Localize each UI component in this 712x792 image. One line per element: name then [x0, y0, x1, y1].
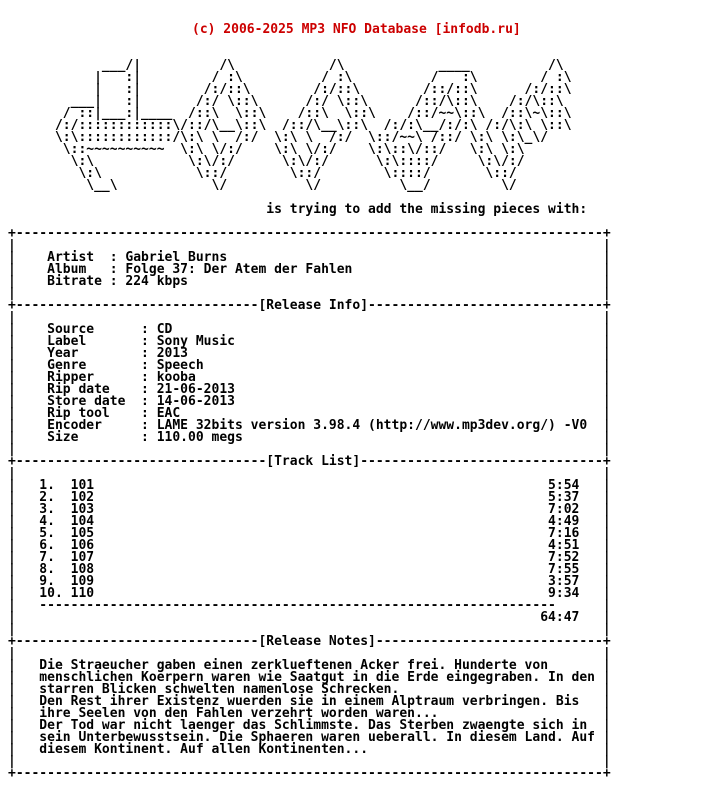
nfo-line: +---------------------------------------------------------------------------+ [8, 766, 611, 781]
nfo-line: | Encoder : LAME 32bits version 3.98.4 (http://www.mp3dev.org/) -V0 | [8, 418, 611, 433]
nfo-line: | Bitrate : 224 kbps | [8, 274, 611, 289]
nfo-line: | Genre : Speech | [8, 358, 611, 373]
nfo-line: \__\ \/ \/ \__/ \/ [8, 178, 517, 193]
nfo-text-body [8, 60, 611, 780]
nfo-line: | | [8, 286, 611, 301]
nfo-line: | Source : CD | [8, 322, 611, 337]
nfo-line: | Der Tod war nicht laenger das Schlimmste. Das Sterben zwaengte sich in | [8, 718, 611, 733]
nfo-line: | :| / :\ / :\ / :\ / :\ [8, 70, 572, 85]
nfo-line: | ------------------------------------------------------------------ | [8, 598, 611, 613]
nfo-line: | 5. 105 7:16 | [8, 526, 611, 541]
nfo-document [8, 0, 611, 792]
nfo-line: | Rip date : 21-06-2013 | [8, 382, 611, 397]
nfo-line: | | [8, 442, 611, 457]
nfo-line: | diesem Kontinent. Auf allen Kontinenten... | [8, 742, 611, 757]
nfo-line: | ihre Seelen von den Fahlen verzehrt worden waren... | [8, 706, 611, 721]
nfo-line: +-------------------------------[Release Info]------------------------------+ [8, 298, 611, 313]
nfo-line: \:\::::::::::::/\:\ \ /:/ \:\ \ /:/ \::/~~\ /::/ \:\ \:\_\/ [8, 130, 549, 145]
nfo-line: | | [8, 466, 611, 481]
nfo-line: | | [8, 754, 611, 769]
nfo-line: | 64:47 | [8, 610, 611, 625]
nfo-line: | 1. 101 5:54 | [8, 478, 611, 493]
nfo-line: is trying to add the missing pieces with: [8, 202, 588, 217]
nfo-line: / ::|___:|____ /::\ \::\ /::\ \::\ /::/~~\::\ /::\~\::\ [8, 106, 572, 121]
nfo-line: | Store date : 14-06-2013 | [8, 394, 611, 409]
nfo-line: | sein Unterbewusstsein. Die Sphaeren waren ueberall. In diesem Land. Auf | [8, 730, 611, 745]
nfo-line: | Die Straeucher gaben einen zerklueftenen Acker frei. Hunderte von | [8, 658, 611, 673]
copyright-notice: (c) 2006-2025 MP3 NFO Database [infodb.ru] [192, 22, 521, 37]
nfo-line: | Album : Folge 37: Der Atem der Fahlen | [8, 262, 611, 277]
nfo-line: | :| /:/::\ /:/::\ /::/::\ /:/::\ [8, 82, 572, 97]
nfo-line: | 10. 110 9:34 | [8, 586, 611, 601]
nfo-line: +-------------------------------[Release Notes]-----------------------------+ [8, 634, 611, 649]
nfo-line: +---------------------------------------------------------------------------+ [8, 226, 611, 241]
nfo-line: | 3. 103 7:02 | [8, 502, 611, 517]
nfo-line: ___| :| /:/ \::\ /:/ \::\ /::/\::\ /:/\::\ [8, 94, 564, 109]
nfo-line: | Label : Sony Music | [8, 334, 611, 349]
nfo-line: | | [8, 238, 611, 253]
nfo-line: ___/| /\ /\ ____ /\ [8, 58, 564, 73]
nfo-line: | 8. 108 7:55 | [8, 562, 611, 577]
nfo-line: | Artist : Gabriel Burns | [8, 250, 611, 265]
nfo-line: /:/::::::::::::\/::/\__\::\ /::/\__\::\ /:/:\__/:/:\ /:/\:\ \::\ [8, 118, 572, 133]
nfo-line: | Ripper : kooba | [8, 370, 611, 385]
nfo-line: | | [8, 646, 611, 661]
nfo-line: | Year : 2013 | [8, 346, 611, 361]
nfo-line: | 7. 107 7:52 | [8, 550, 611, 565]
nfo-line: | Size : 110.00 megs | [8, 430, 611, 445]
nfo-line: | 9. 109 3:57 | [8, 574, 611, 589]
nfo-line: | | [8, 310, 611, 325]
nfo-line: | Den Rest ihrer Existenz wuerden sie in einem Alptraum verbringen. Bis | [8, 694, 611, 709]
nfo-line: +--------------------------------[Track List]-------------------------------+ [8, 454, 611, 469]
nfo-line: \:\ \::/ \::/ \::::/ \::/ [8, 166, 517, 181]
nfo-line: | Rip tool : EAC | [8, 406, 611, 421]
nfo-line: | 4. 104 4:49 | [8, 514, 611, 529]
nfo-line: | starren Blicken schwelten namenlose Schrecken. | [8, 682, 611, 697]
nfo-line: | 2. 102 5:37 | [8, 490, 611, 505]
nfo-line: \:\ \:\/:/ \:\/:/ \:\::::/ \:\/:/ [8, 154, 525, 169]
nfo-line: \::~~~~~~~~~~ \:\ \/:/ \:\ \/:/ \:\::\/::/ \:\ \:\ [8, 142, 525, 157]
nfo-line: | | [8, 622, 611, 637]
nfo-line: | 6. 106 4:51 | [8, 538, 611, 553]
nfo-line: | menschlichen Koerpern waren wie Saatgut in die Erde eingegraben. In den | [8, 670, 611, 685]
